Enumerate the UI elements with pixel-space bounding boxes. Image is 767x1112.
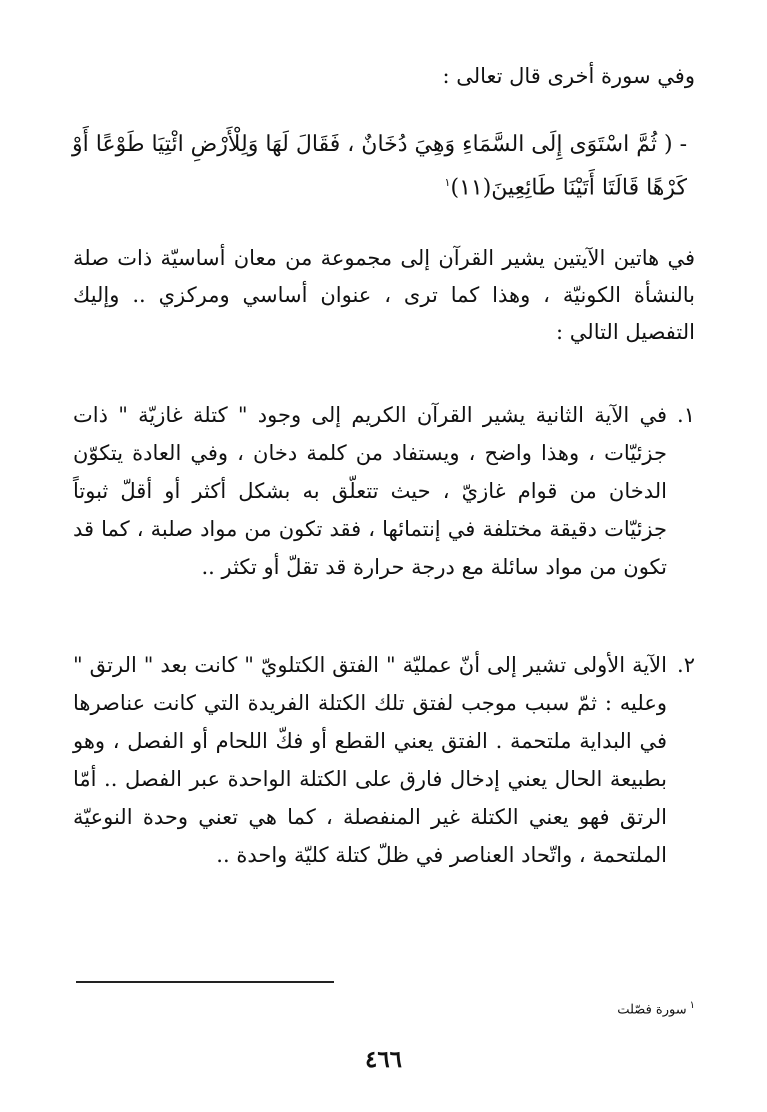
verse-footnote-ref: ١ bbox=[444, 176, 451, 189]
list-item-text: في الآية الثانية يشير القرآن الكريم إلى وجود " كتلة غازيّة " ذات جزئيّات ، وهذا واضح ، ويستفاد من كلمة دخان ، وفي العادة يتكوّن الدخان من قوام غازيّ ، حيث تتعلّق به بشكل أكثر أو أقلّ ثبوتاً جزئيّات دقيقة مختلفة في إنتمائها ، فقد تكون من مواد صلبة ، كما قد تكون من مواد سائلة مع درجة حرارة قد تقلّ أو تكثر .. bbox=[73, 403, 667, 579]
page-number: ٤٦٦ bbox=[364, 1046, 403, 1073]
intro-line: وفي سورة أخرى قال تعالى : bbox=[442, 64, 695, 88]
list-item bbox=[73, 646, 695, 874]
footnote-text: سورة فصّلت bbox=[617, 1002, 687, 1018]
verse-dash: - bbox=[679, 132, 687, 157]
explanation-paragraph: في هاتين الآيتين يشير القرآن إلى مجموعة من معان أساسيّة ذات صلة بالنشأة الكونيّة ، وهذا كما ترى ، عنوان أساسي ومركزي .. وإليك التفصيل التالي : bbox=[73, 246, 695, 344]
list-item-number: ٢. bbox=[677, 653, 695, 677]
list-item-number: ١. bbox=[677, 403, 695, 427]
verse-text: ( ثُمَّ اسْتَوَى إِلَى السَّمَاءِ وَهِيَ دُخَانٌ ، فَقَالَ لَهَا وَلِلْأَرْضِ ائْتِيَا طَوْعًا أَوْ كَرْهًا قَالَتَا أَتَيْنَا طَائِعِينَ(١١) bbox=[72, 132, 687, 201]
footnote-divider bbox=[76, 981, 334, 983]
footnote-marker: ١ bbox=[689, 1000, 695, 1011]
list-item bbox=[73, 396, 695, 586]
footnote bbox=[617, 1000, 695, 1017]
quran-verse bbox=[67, 126, 687, 207]
list-item-text: الآية الأولى تشير إلى أنّ عمليّة " الفتق الكتلويّ " كانت بعد " الرتق " وعليه : ثمّ سبب موجب لفتق تلك الكتلة الفريدة التي كانت عناصرها في البداية ملتحمة . الفتق يعني القطع أو فكّ اللحام أو الفصل ، وهو بطبيعة الحال يعني إدخال فارق على الكتلة الواحدة عبر الفصل .. أمّا الرتق فهو يعني الكتلة غير المنفصلة ، كما هي تعني وحدة النوعيّة الملتحمة ، واتّحاد العناصر في ظلّ كتلة كليّة واحدة .. bbox=[73, 653, 667, 867]
